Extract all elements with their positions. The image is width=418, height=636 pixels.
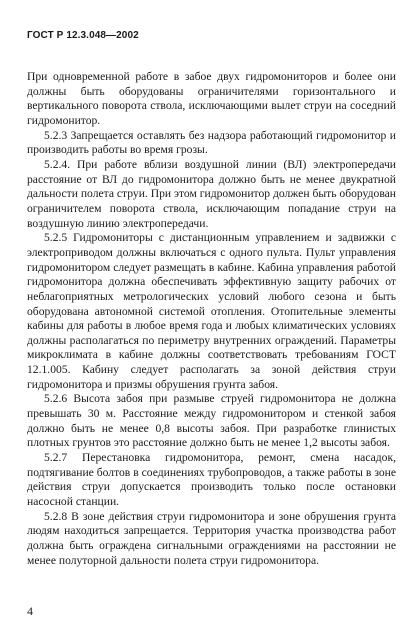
paragraph-5-2-8: 5.2.8 В зоне действия струи гидромонитора и зоне обрушения грунта людям находиться запрещается. Территория участка производства работ должна быть ограждена сигнальными ограждениями на расстоянии не менее полуторной дальности полета струи гидромонитора. <box>27 509 396 567</box>
page-number: 4 <box>27 604 33 618</box>
paragraph-5-2-5: 5.2.5 Гидромониторы с дистанционным управлением и задвижки с электроприводом должны включаться с одного пульта. Пульт управления гидромонитором следует размещать в кабине. Кабина управления работой гидромонитора должна обеспечивать эффективную защиту рабочих от неблагоприятных метрологических условий любого сезона и быть оборудована автономной системой отопления. Отопительные элементы кабины для работы в любое время года и любых климатических условиях должны располагаться по периметру внутренних ограждений. Параметры микроклимата в кабине должны соответствовать требованиям ГОСТ 12.1.005. Кабину следует располагать за зоной действия струи гидромонитора и призмы обрушения грунта забоя. <box>27 231 396 391</box>
paragraph-5-2-6: 5.2.6 Высота забоя при размыве струей гидромонитора не должна превышать 30 м. Расстояние между гидромонитором и стенкой забоя должно быть не менее 0,8 высоты забоя. При разработке глинистых плотных грунтов это расстояние должно быть не менее 1,2 высоты забоя. <box>27 392 396 450</box>
paragraph-5-2-7: 5.2.7 Перестановка гидромонитора, ремонт, смена насадок, подтягивание болтов в соединениях трубопроводов, а также работы в зоне действия струи допускается производить только после остановки насосной станции. <box>27 451 396 509</box>
paragraph-continuation: При одновременной работе в забое двух гидромониторов и более они должны быть оборудованы ограничителями горизонтального и вертикального поворота ствола, исключающими вылет струи на соседний гидромонитор. <box>27 70 396 127</box>
document-header: ГОСТ Р 12.3.048—2002 <box>27 30 139 41</box>
paragraph-5-2-3: 5.2.3 Запрещается оставлять без надзора работающий гидромонитор и производить работы во время грозы. <box>27 128 396 157</box>
paragraph-5-2-4: 5.2.4. При работе вблизи воздушной линии (ВЛ) электропередачи расстояние от ВЛ до гидромонитора должно быть не менее двукратной дальности полета струи. При этом гидромонитор должен быть оборудован ограничителем поворота ствола, исключающим попадание струи на воздушную линию электропередачи. <box>27 157 396 230</box>
document-body <box>27 70 396 568</box>
